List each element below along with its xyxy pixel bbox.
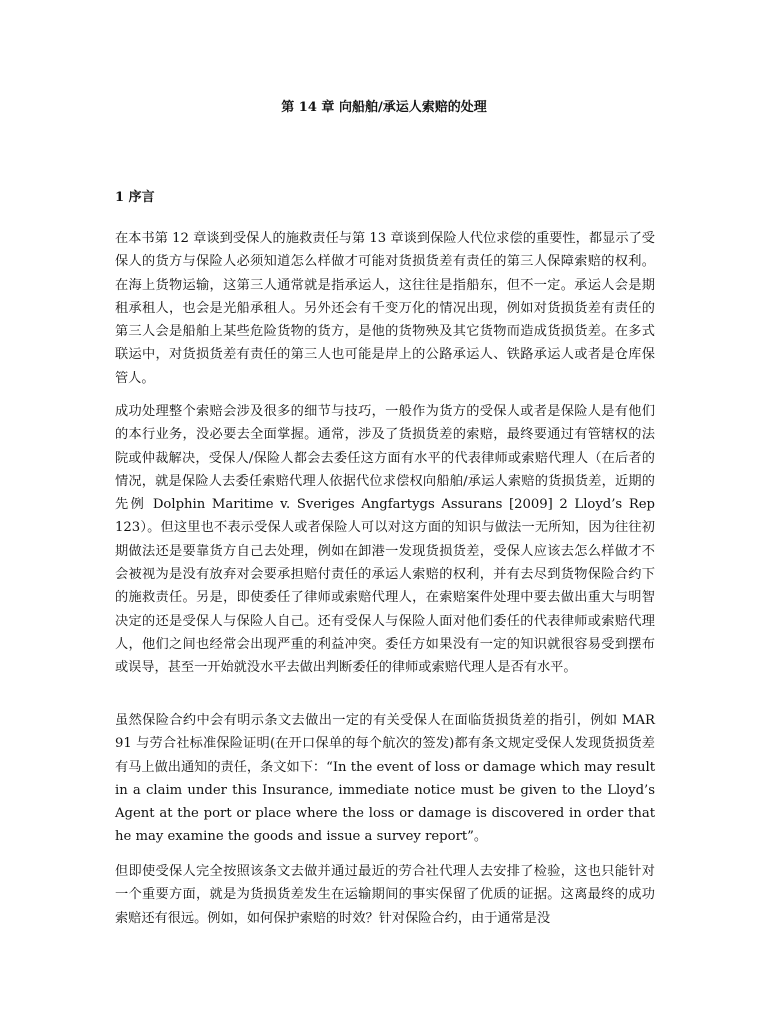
paragraph-insurance-clause: 虽然保险合约中会有明示条文去做出一定的有关受保人在面临货损货差的指引，例如 MAR 91 与劳合社标准保险证明(在开口保单的每个航次的签发)都有条文规定受保人发现货损货差有马上做出通知的责任，条文如下：“In the event of loss or damage which may result in a claim under this Insurance, immediate notice must be given to the Lloyd’s Agent at the port or place where the loss or damage is discovered in order that he may examine the goods and issue a survey report”。 — [115, 713, 655, 845]
chapter-title: 第 14 章 向船舶/承运人索赔的处理 — [281, 100, 487, 115]
paragraph-survey-evidence: 但即使受保人完全按照该条文去做并通过最近的劳合社代理人去安排了检验，这也只能针对一个重要方面，就是为货损货差发生在运输期间的事实保留了优质的证据。这离最终的成功索赔还有很远。例如，如何保护索赔的时效？针对保险合约，由于通常是没 — [115, 864, 655, 926]
section-heading: 1 序言 — [115, 190, 155, 205]
paragraph-intro: 在本书第 12 章谈到受保人的施救责任与第 13 章谈到保险人代位求偿的重要性，都显示了受保人的货方与保险人必须知道怎么样做才可能对货损货差有责任的第三人保障索赔的权利。在海上货物运输，这第三人通常就是指承运人，这往往是指船东，但不一定。承运人会是期租承租人，也会是光船承租人。另外还会有千变万化的情况出现，例如对货损货差有责任的第三人会是船舶上某些危险货物的货方，是他的货物殃及其它货物而造成货损货差。在多式联运中，对货损货差有责任的第三人也可能是岸上的公路承运人、铁路承运人或者是仓库保管人。 — [115, 231, 655, 386]
paragraph-claim-handling: 成功处理整个索赔会涉及很多的细节与技巧，一般作为货方的受保人或者是保险人是有他们的本行业务，没必要去全面掌握。通常，涉及了货损货差的索赔，最终要通过有管辖权的法院或仲裁解决，受保人/保险人都会去委任这方面有水平的代表律师或索赔代理人（在后者的情况，就是保险人去委任索赔代理人依据代位求偿权向船舶/承运人索赔的货损货差，近期的先例 Dolphin Maritime v. Sveriges Angfartygs Assurans [2009] 2 Lloyd’s Rep 123）。但这里也不表示受保人或者保险人可以对这方面的知识与做法一无所知，因为往往初期做法还是要靠货方自己去处理，例如在卸港一发现货损货差，受保人应该去怎么样做才不会被视为是没有放弃对会要承担赔付责任的承运人索赔的权利，并有去尽到货物保险合约下的施救责任。另是，即使委任了律师或索赔代理人，在索赔案件处理中要去做出重大与明智决定的还是受保人与保险人自己。还有受保人与保险人面对他们委任的代表律师或索赔代理人，他们之间也经常会出现严重的利益冲突。委任方如果没有一定的知识就很容易受到摆布或误导，甚至一开始就没水平去做出判断委任的律师或索赔代理人是否有水平。 — [115, 404, 655, 676]
